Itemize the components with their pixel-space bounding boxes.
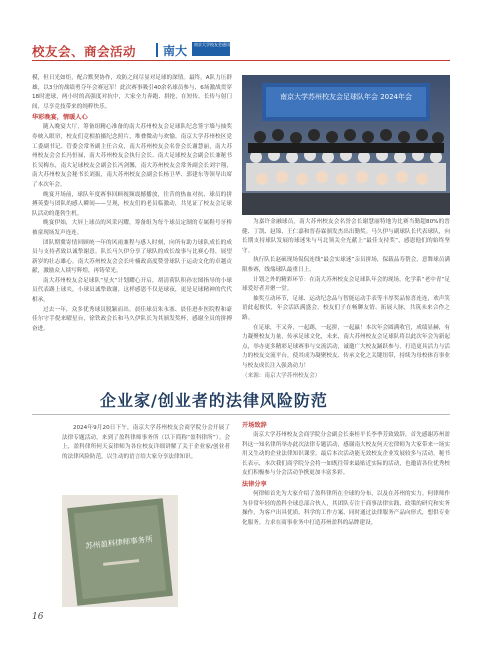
book-photo: [62, 495, 178, 607]
book-illustration: [62, 495, 178, 607]
paragraph: 执行队长赵硕现场侃侃连线“最会实球迷”亲员拼场，保载品寿帮会，意舞球员满限参赛，线端球队最重日上。: [242, 257, 450, 273]
photo-illustration: [242, 75, 450, 215]
paragraph: 抽奖互动环节，足球、运动纪念品与智能运动手表等丰厚奖品惊喜连连，欢声笑语此起彼伏，年会活跃满盛会，校友们子在畅聊友情、拓展人脉，共筑未来合作之路。: [242, 295, 450, 321]
paragraph: 何律师首先为大家介绍了盈科律所在全球的分布，以及在苏州的实力。何律师作为非常年轻的盈科全球总部合伙人，其团队专注于商事法律实践、政策的研究和实务操作，为客户出具优质、科学的工作方案、同时通过法律服务产品向形式，想供专业化服务。力求在商事业务中打造苏州盈科的品牌建设。: [242, 490, 450, 526]
paragraph: 南大苏州校友会足球队“星火”计划耀心开启，胡清荷队积孙宏图指导的小球员代表踢上球夹，小球员诚挚致谢，这样感恩不仅是球夜，更是足球精神的代代相承。: [32, 277, 232, 304]
subheading: 华彩晚宴，情暖人心: [32, 114, 88, 122]
paragraph: 晚宴开场前，球队年度赛事回顾视频震撼播放，往昔的热血对抗、球员的拼搏英姿与团队的感人瞬间——呈现，校友们的老员临激动，共见证了校友会足球队活动的蓬勃生机。: [32, 191, 232, 217]
article-right-column: [242, 218, 450, 381]
paragraph: 晚宴伊始，大屏上球员的风采闪耀，筹备组为每个球员定制的专属鞋号牙桥被童现场发声连连。: [32, 220, 232, 236]
team-group-photo: [242, 75, 450, 215]
brand-name: 南大: [163, 44, 188, 58]
subheading: 开场致辞: [242, 422, 267, 429]
source-attribution: （来源：南京大学苏州校友会）: [242, 372, 321, 379]
article-title: 企业家/创业者的法律风险防范: [100, 391, 328, 410]
paragraph: 随入晚宴大厅，筹备组精心准备的南大苏州校友会足球队纪念签字墙与抽奖券映入眼帘，校友们竞相拍摄纪念照片，堆叠微动与欢愉。南京大学苏州校区党工委副书记、管委会常务副主任合众，南大苏州校友会名誉会长谢慧丽，南大苏州校友会会长冯恒禄，南大苏州校友会执行会长、南大足球校友会副会长兼秘书长吴梅东，南大足球校友会副会长冯剑馨，南大苏州校友会常务副会长刘宇翔，南大苏州校友会秘书长刘振，南大苏州校友会副会长杨卫华、郭建东等领导出席了本次年会。: [32, 124, 232, 188]
paragraph: 团队期冀寄情回顾统一年的风雨兼程与感人时刻，向所有助力球队成长的成员与支持者致以诚挚谢意。队长马久伊分享了球队的成长故事与比赛心得，展望新岁的壮志雄心。南大苏州校友会会长叶楠政高度赞誉球队于运动文化的卓越贡献，激励众人续写辉煌，再铸荣光。: [32, 239, 232, 275]
photo-banner-text: 南京大学苏州校友会足球队年会 2024年会: [279, 93, 413, 101]
paragraph: 南京大学苏州校友会商学院分会副会长秦桂平长李季芳致致辞，首先感谢苏州盈科这一知名律所举办此次法律专题活动，感谢南大校友何天宏律师为大家带来一场实用又生动的企业法律知识课堂。最后本次活动能无效校友企业发展较多与活动，秘书长表示，本次我们商学院分会将一如既往带来最贴近实际的活动，也邀请各位优秀校友们积极参与分会活动争携更加丰富多彩。: [242, 432, 450, 477]
title-divider: [32, 414, 450, 415]
section-title: 校友会、商会活动: [32, 44, 137, 59]
book-cover-text: 苏州盈科律师事务所: [84, 534, 154, 551]
paragraph: 过去一年，众多优秀球员脱颖而出。晨佳球员朱永塞、晨佳进步医院程和豪佳尔守手倪来曜星台，徐铁政会长和马久伊队长为其颁发奖杯，感谢全员的拼搏奋进。: [32, 306, 232, 332]
header-divider: [156, 43, 158, 57]
paragraph: 为嘉许金融球员，南大苏州校友会名誉会长谢慧丽特地为比赛当勤超80%的晋健、丁凯、赵锦、王仁嘉和晋春霖颁发杰出出勤奖。马久伊与副球队长代表球队，向长期支持球队发展的球迷朱与马北领关全光献上“最佳支持奖”，感恩他们的始终坚守。: [242, 219, 450, 254]
page-number: 16: [32, 612, 44, 622]
article2-right-column: [242, 420, 450, 528]
paragraph: 计划之外的精彩环节：在南大苏州校友会足球队年会的现场，化学系“老中青”足球爱好者并聚一堂。: [242, 276, 450, 293]
header-rule: [32, 60, 450, 61]
section-header: [32, 40, 452, 62]
brand-subtitle-box: [192, 42, 248, 56]
paragraph: 模，但日光如炬，配合默契协作，攻防之间尽显对足球的深情。最终，A队力压群雄，以3分的战绩勇夺年会赛冠军！此次赛事吸引40余名球员参与，6场激战贯穿18时进球，两小时的高强度对抗中，大家全力奔跑、拼抢，在短传、长传与射门间，尽享竞技带来的纯粹快乐。: [32, 75, 232, 110]
subheading: 法律分享: [242, 480, 267, 488]
paragraph: 2024年9月20日下午，南京大学苏州校友会商学院分会开展了法律专题活动，来到了盈科律师事务所（以下简称“盈科律所”）。会上，盈科律所何天妄律师为各位校友详细讲解了关于企业家/创业者的法律风险防范，以生动的语言给大家分享法律知识。: [62, 425, 230, 460]
brand-subtitle: 南京大学校友会通讯 校友之声: [194, 42, 248, 47]
article-left-column: [32, 74, 232, 334]
paragraph: 在足球，不又奔，一起踢，一起拼，一起赢！本次年会圆满收官，成绩显赫，有力凝聚校友力量，传承足球文化，未来，南大苏州校友会足球队将以此次年会为新起点，举办更多精彩足球赛事与交流活动，诚邀广大校友踊跃参与，打造更具活力与活力的校友交流平台，使其成为凝聚校友、传承文化之关键纽带，持续为母校体育事业与校友成长注入强劲动力！: [242, 324, 450, 369]
article2-left-column: [62, 424, 230, 462]
